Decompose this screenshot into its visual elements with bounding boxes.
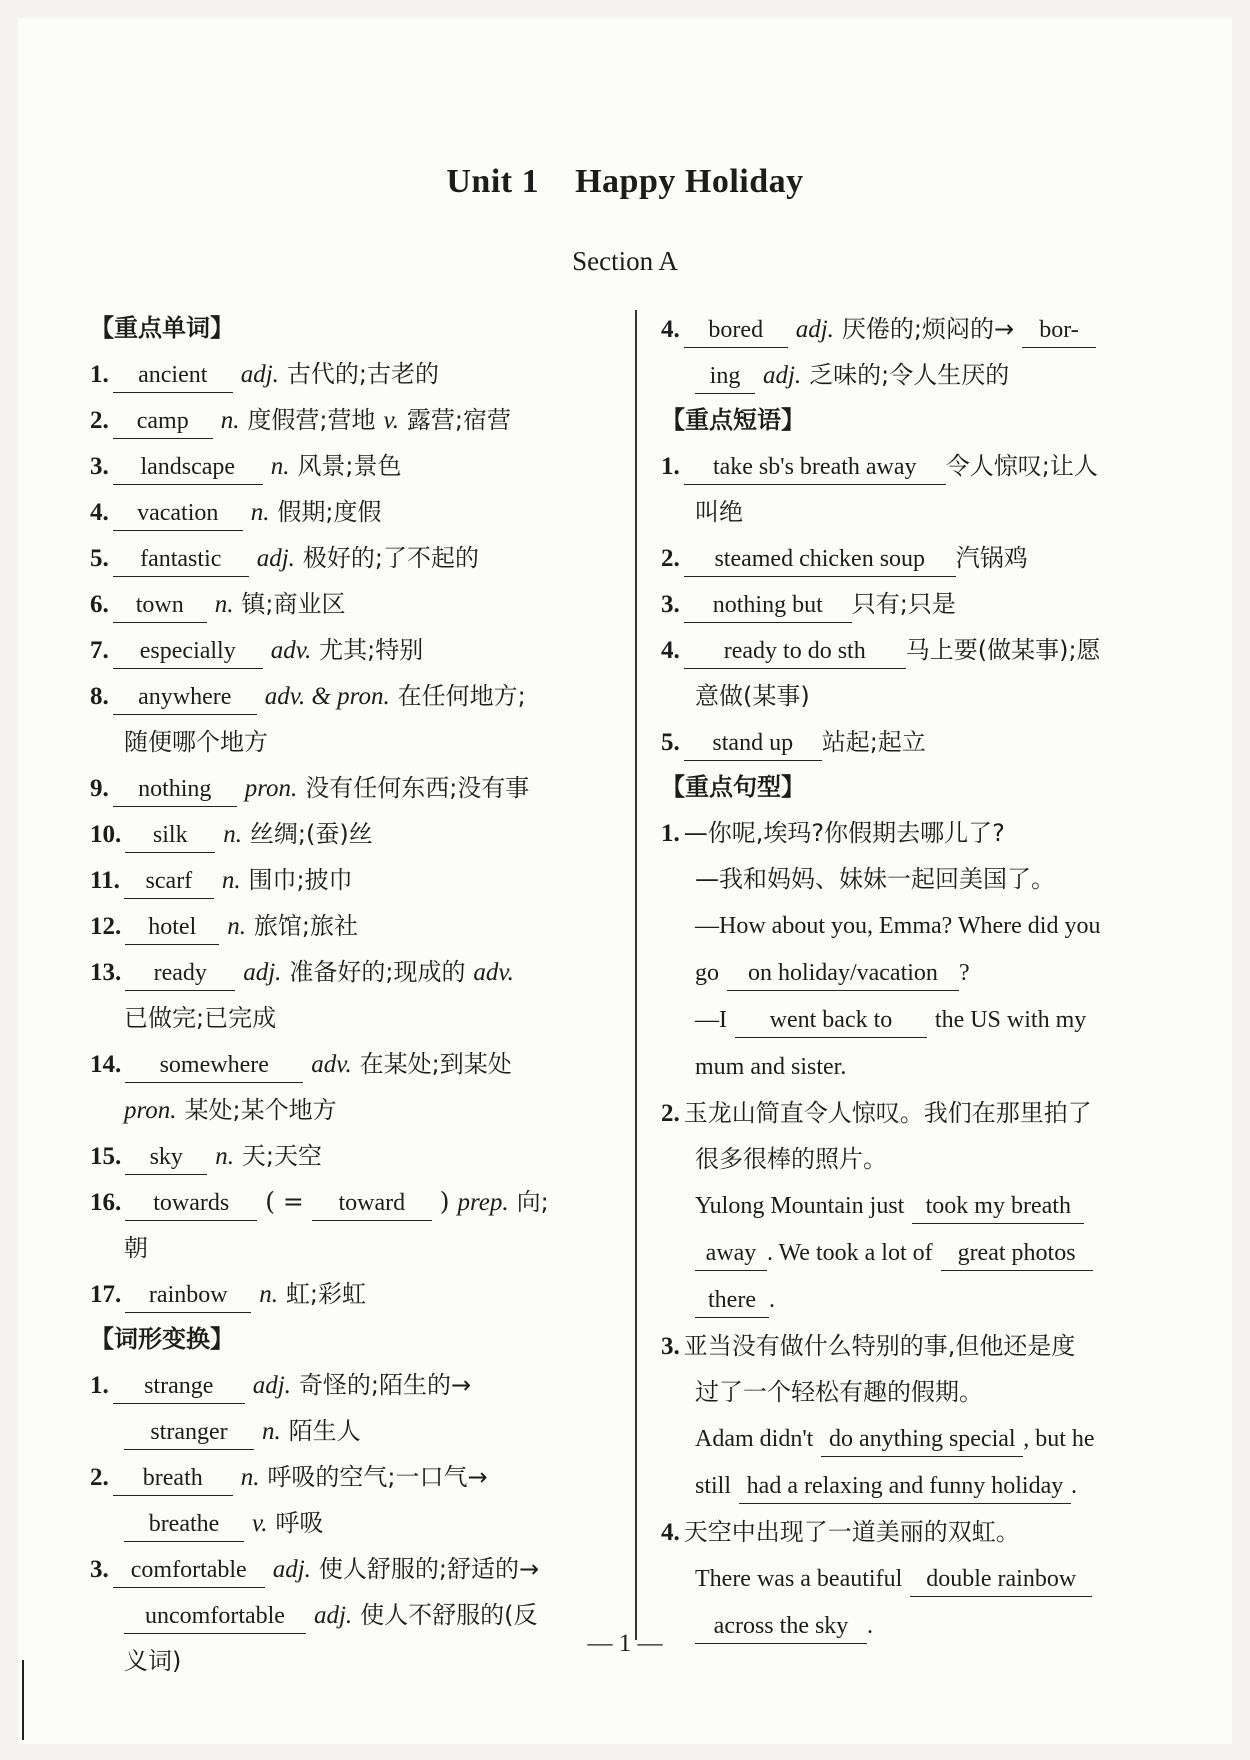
binding-edge-mark bbox=[22, 1660, 24, 1740]
answer-blank: stranger bbox=[124, 1415, 254, 1450]
answer-blank: nothing but bbox=[684, 588, 852, 623]
sentence-line: Yulong Mountain just took my breath bbox=[661, 1182, 1181, 1229]
answer-blank: vacation bbox=[113, 496, 243, 531]
form-item-cont: stranger n. 陌生人 bbox=[90, 1408, 605, 1454]
sentence-item: 4. 天空中出现了一道美丽的双虹。 bbox=[661, 1518, 1020, 1546]
answer-blank: went back to bbox=[735, 1003, 927, 1038]
word-item: 5. fantastic adj. 极好的;了不起的 bbox=[90, 535, 605, 581]
right-column bbox=[661, 306, 1181, 1649]
answer-blank: sky bbox=[125, 1140, 207, 1175]
answer-blank: towards bbox=[125, 1186, 257, 1221]
word-item: 13. ready adj. 准备好的;现成的 adv. bbox=[90, 949, 605, 995]
answer-blank: ready bbox=[125, 956, 235, 991]
sentence-item: 2. 玉龙山简直令人惊叹。我们在那里拍了 bbox=[661, 1099, 1092, 1127]
word-item: 7. especially adv. 尤其;特别 bbox=[90, 627, 605, 673]
answer-blank: had a relaxing and funny holiday bbox=[739, 1469, 1071, 1504]
answer-blank: bored bbox=[684, 313, 788, 348]
phrase-item: 4. ready to do sth 马上要(做某事);愿 bbox=[661, 627, 1181, 673]
sentence-line: 过了一个轻松有趣的假期。 bbox=[695, 1378, 983, 1406]
word-item: 4. vacation n. 假期;度假 bbox=[90, 489, 605, 535]
left-column bbox=[90, 306, 605, 1684]
form-item: 1. strange adj. 奇怪的;陌生的→ bbox=[90, 1362, 605, 1408]
answer-blank: uncomfortable bbox=[124, 1599, 306, 1634]
answer-blank: somewhere bbox=[125, 1048, 303, 1083]
answer-blank: take sb's breath away bbox=[684, 450, 946, 485]
unit-name: Happy Holiday bbox=[575, 163, 804, 200]
form-item: 4. bored adj. 厌倦的;烦闷的→ bor- bbox=[661, 306, 1181, 352]
word-item: 17. rainbow n. 虹;彩虹 bbox=[90, 1271, 605, 1317]
phrase-item: 5. stand up 站起;起立 bbox=[661, 719, 1181, 765]
answer-blank: strange bbox=[113, 1369, 245, 1404]
answer-blank: ready to do sth bbox=[684, 634, 906, 669]
answer-blank: nothing bbox=[113, 772, 237, 807]
answer-blank: camp bbox=[113, 404, 213, 439]
answer-blank: steamed chicken soup bbox=[684, 542, 956, 577]
heading-word-forms: 【词形变换】 bbox=[90, 1325, 234, 1353]
page-number: — 1 — bbox=[587, 1630, 663, 1657]
sentence-line: Adam didn't do anything special , but he bbox=[661, 1415, 1181, 1462]
sentence-line: 很多很棒的照片。 bbox=[695, 1145, 887, 1173]
unit-label: Unit 1 bbox=[446, 163, 540, 200]
word-item: 1. ancient adj. 古代的;古老的 bbox=[90, 351, 605, 397]
answer-blank: comfortable bbox=[113, 1553, 265, 1588]
answer-blank: ing bbox=[695, 359, 755, 394]
sentence-line: there . bbox=[661, 1276, 1181, 1323]
answer-blank: anywhere bbox=[113, 680, 257, 715]
sentence-item: 3. 亚当没有做什么特别的事,但他还是度 bbox=[661, 1332, 1076, 1360]
word-item: 11. scarf n. 围巾;披巾 bbox=[90, 857, 605, 903]
answer-blank: fantastic bbox=[113, 542, 249, 577]
answer-blank: scarf bbox=[124, 864, 214, 899]
answer-blank: rainbow bbox=[125, 1278, 251, 1313]
answer-blank: ancient bbox=[113, 358, 233, 393]
word-item: 9. nothing pron. 没有任何东西;没有事 bbox=[90, 765, 605, 811]
page bbox=[18, 18, 1232, 1744]
answer-blank: silk bbox=[125, 818, 215, 853]
word-item: 2. camp n. 度假营;营地 v. 露营;宿营 bbox=[90, 397, 605, 443]
answer-blank: bor- bbox=[1022, 313, 1096, 348]
word-item: 6. town n. 镇;商业区 bbox=[90, 581, 605, 627]
answer-blank: across the sky bbox=[695, 1609, 867, 1644]
answer-blank: great photos bbox=[941, 1236, 1093, 1271]
word-item-cont: pron. 某处;某个地方 bbox=[124, 1096, 337, 1124]
sentence-line: There was a beautiful double rainbow bbox=[661, 1555, 1181, 1602]
form-item-cont: ing adj. 乏味的;令人生厌的 bbox=[661, 352, 1181, 398]
phrase-item-cont: 意做(某事) bbox=[695, 682, 810, 710]
answer-blank: on holiday/vacation bbox=[727, 956, 959, 991]
answer-blank: stand up bbox=[684, 726, 822, 761]
word-item: 10. silk n. 丝绸;(蚕)丝 bbox=[90, 811, 605, 857]
heading-key-sentences: 【重点句型】 bbox=[661, 773, 805, 801]
phrase-item: 2. steamed chicken soup 汽锅鸡 bbox=[661, 535, 1181, 581]
answer-blank: took my breath bbox=[912, 1189, 1084, 1224]
word-item: 3. landscape n. 风景;景色 bbox=[90, 443, 605, 489]
sentence-line: —I went back to the US with my bbox=[661, 996, 1181, 1043]
word-item-cont: 随便哪个地方 bbox=[124, 728, 268, 756]
word-item: 15. sky n. 天;天空 bbox=[90, 1133, 605, 1179]
sentence-line: mum and sister. bbox=[695, 1054, 847, 1080]
word-item-cont: 已做完;已完成 bbox=[124, 1004, 277, 1032]
phrase-item: 3. nothing but 只有;只是 bbox=[661, 581, 1181, 627]
answer-blank: especially bbox=[113, 634, 263, 669]
page-title bbox=[18, 163, 1232, 201]
sentence-item: 1. —你呢,埃玛?你假期去哪儿了? bbox=[661, 819, 1005, 847]
answer-blank: toward bbox=[312, 1186, 432, 1221]
answer-blank: away bbox=[695, 1236, 767, 1271]
sentence-line: go on holiday/vacation ? bbox=[661, 949, 1181, 996]
sentence-line: still had a relaxing and funny holiday . bbox=[661, 1462, 1181, 1509]
column-divider bbox=[635, 310, 637, 1640]
heading-key-words: 【重点单词】 bbox=[90, 314, 234, 342]
word-item: 12. hotel n. 旅馆;旅社 bbox=[90, 903, 605, 949]
word-item-cont: 朝 bbox=[124, 1234, 148, 1262]
heading-key-phrases: 【重点短语】 bbox=[661, 406, 805, 434]
form-item-cont: 义词) bbox=[124, 1647, 182, 1675]
answer-blank: double rainbow bbox=[910, 1562, 1092, 1597]
word-item: 8. anywhere adv. & pron. 在任何地方; bbox=[90, 673, 605, 719]
answer-blank: landscape bbox=[113, 450, 263, 485]
section-title: Section A bbox=[572, 246, 678, 276]
word-item: 16. towards ( = toward ) prep. 向; bbox=[90, 1179, 605, 1225]
answer-blank: do anything special bbox=[821, 1422, 1023, 1457]
sentence-line: —我和妈妈、妹妹一起回美国了。 bbox=[695, 865, 1055, 893]
phrase-item-cont: 叫绝 bbox=[695, 498, 743, 526]
answer-blank: town bbox=[113, 588, 207, 623]
sentence-line: across the sky . bbox=[661, 1602, 1181, 1649]
answer-blank: breath bbox=[113, 1461, 233, 1496]
answer-blank: hotel bbox=[125, 910, 219, 945]
phrase-item: 1. take sb's breath away 令人惊叹;让人 bbox=[661, 443, 1181, 489]
form-item: 2. breath n. 呼吸的空气;一口气→ bbox=[90, 1454, 605, 1500]
sentence-line: away . We took a lot of great photos bbox=[661, 1229, 1181, 1276]
form-item: 3. comfortable adj. 使人舒服的;舒适的→ bbox=[90, 1546, 605, 1592]
word-item: 14. somewhere adv. 在某处;到某处 bbox=[90, 1041, 605, 1087]
answer-blank: there bbox=[695, 1283, 769, 1318]
form-item-cont: uncomfortable adj. 使人不舒服的(反 bbox=[90, 1592, 605, 1638]
sentence-line: —How about you, Emma? Where did you bbox=[695, 913, 1101, 939]
answer-blank: breathe bbox=[124, 1507, 244, 1542]
form-item-cont: breathe v. 呼吸 bbox=[90, 1500, 605, 1546]
